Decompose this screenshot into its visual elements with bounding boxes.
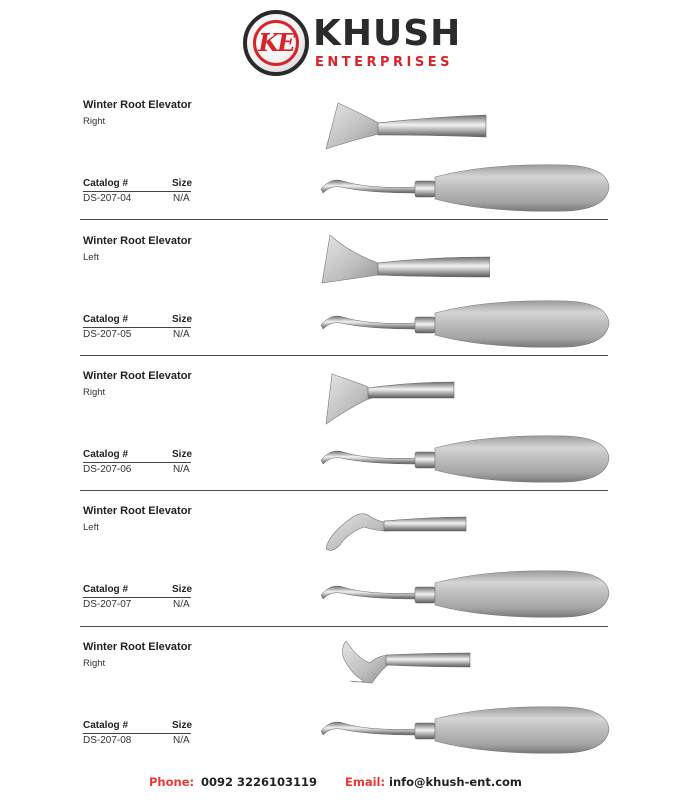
- size-header: Size: [172, 584, 193, 595]
- product-side: Right: [83, 116, 106, 127]
- phone-label: Phone:: [149, 775, 195, 789]
- catalog-header: Catalog #: [83, 720, 129, 731]
- section-divider: [80, 490, 608, 491]
- size-value: N/A: [173, 193, 190, 204]
- product-side: Right: [83, 387, 106, 398]
- catalog-number: DS-207-04: [83, 193, 132, 204]
- instrument-image: [317, 159, 612, 215]
- product-side: Left: [83, 522, 99, 533]
- size-value: N/A: [173, 329, 190, 340]
- product-title: Winter Root Elevator: [83, 370, 192, 382]
- instrument-image: [317, 565, 612, 621]
- catalog-header: Catalog #: [83, 449, 129, 460]
- email-address[interactable]: info@khush-ent.com: [389, 775, 522, 789]
- instrument-image: [317, 701, 612, 757]
- size-header: Size: [172, 449, 193, 460]
- size-header: Size: [172, 178, 193, 189]
- product-title: Winter Root Elevator: [83, 505, 192, 517]
- catalog-rule: [83, 327, 191, 328]
- brand-name: KHUSH: [313, 13, 462, 54]
- product-section: [80, 235, 608, 370]
- size-header: Size: [172, 720, 193, 731]
- catalog-rule: [83, 597, 191, 598]
- contact-footer: [0, 775, 689, 791]
- catalog-rule: [83, 733, 191, 734]
- logo-badge: [243, 10, 309, 76]
- product-title: Winter Root Elevator: [83, 641, 192, 653]
- product-section: [80, 505, 608, 640]
- catalog-header: Catalog #: [83, 314, 129, 325]
- catalog-number: DS-207-05: [83, 329, 132, 340]
- instrument-image: [317, 295, 612, 351]
- section-divider: [80, 626, 608, 627]
- size-header: Size: [172, 314, 193, 325]
- brand-subtitle: ENTERPRISES: [315, 55, 453, 70]
- section-divider: [80, 355, 608, 356]
- catalog-header: Catalog #: [83, 178, 129, 189]
- catalog-number: DS-207-06: [83, 464, 132, 475]
- size-value: N/A: [173, 464, 190, 475]
- catalog-header: Catalog #: [83, 584, 129, 595]
- instrument-tip-image: [320, 99, 490, 155]
- email-label: Email:: [345, 775, 386, 789]
- instrument-tip-image: [320, 370, 490, 426]
- logo-badge-monogram: KE: [258, 28, 294, 57]
- instrument-image: [317, 430, 612, 486]
- instrument-tip-image: [320, 505, 490, 561]
- catalog-rule: [83, 462, 191, 463]
- phone-number[interactable]: 0092 3226103119: [201, 775, 318, 789]
- brand-logo: [243, 10, 462, 80]
- size-value: N/A: [173, 735, 190, 746]
- catalog-rule: [83, 191, 191, 192]
- product-section: [80, 370, 608, 505]
- product-side: Right: [83, 658, 106, 669]
- product-title: Winter Root Elevator: [83, 235, 192, 247]
- product-side: Left: [83, 252, 99, 263]
- catalog-number: DS-207-07: [83, 599, 132, 610]
- section-divider: [80, 219, 608, 220]
- product-section: [80, 641, 608, 776]
- size-value: N/A: [173, 599, 190, 610]
- product-title: Winter Root Elevator: [83, 99, 192, 111]
- catalog-number: DS-207-08: [83, 735, 132, 746]
- instrument-tip-image: [320, 641, 490, 697]
- product-section: [80, 99, 608, 234]
- instrument-tip-image: [320, 235, 490, 291]
